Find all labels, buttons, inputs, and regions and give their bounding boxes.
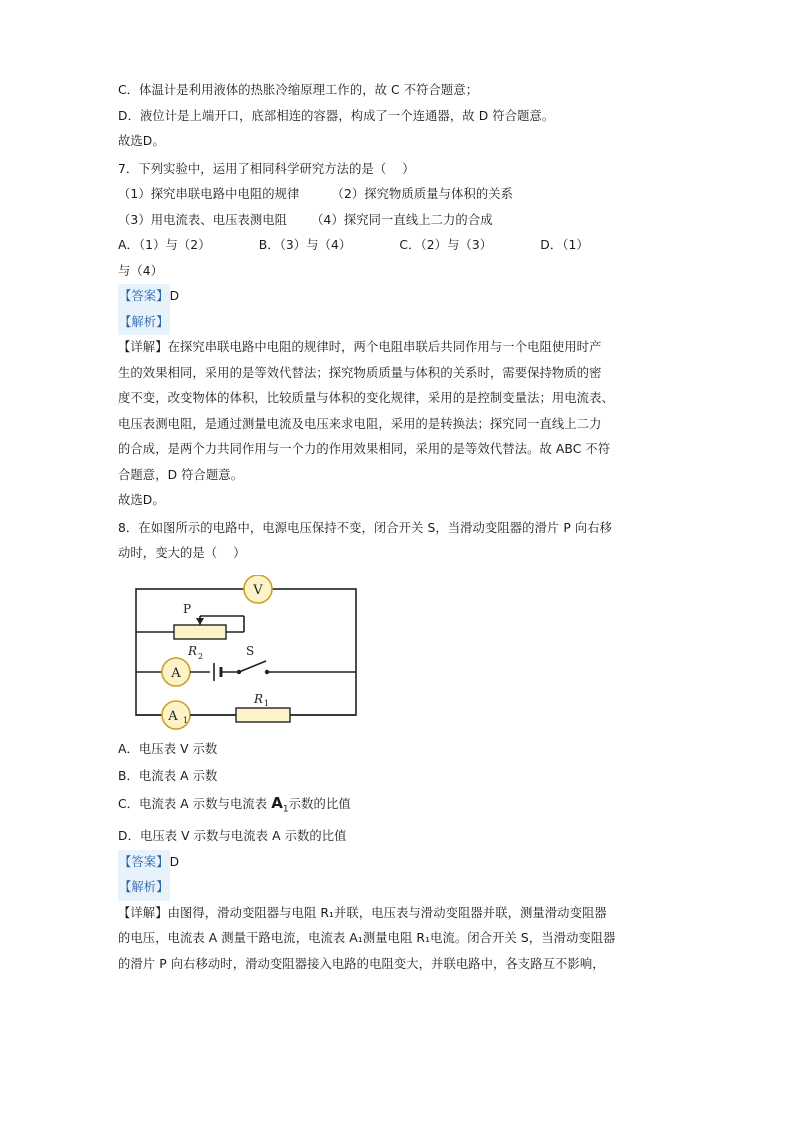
circuit-diagram bbox=[118, 575, 676, 730]
question-7-analysis bbox=[118, 310, 676, 336]
text-line: C．体温计是利用液体的热胀冷缩原理工作的，故 C 不符合题意； bbox=[118, 83, 479, 97]
choice-c-sub: 1 bbox=[282, 803, 289, 814]
question-8-choice-c bbox=[118, 790, 676, 823]
analysis-tag: 【解析】 bbox=[118, 310, 170, 336]
svg-text:V: V bbox=[253, 582, 263, 598]
svg-text:P: P bbox=[183, 601, 192, 616]
question-8-answer bbox=[118, 850, 676, 876]
answer-tag: 【答案】 bbox=[118, 284, 170, 310]
question-7-options: A．（1）与（2） B．（3）与（4） C．（2）与（3） D．（1） bbox=[118, 238, 589, 252]
question-8-analysis bbox=[118, 875, 676, 901]
choice-c-pre: C．电流表 A 示数与电流表 bbox=[118, 796, 272, 811]
text-line: D．液位计是上端开口，底部相连的容器，构成了一个连通器，故 D 符合题意。 bbox=[118, 108, 555, 123]
question-7-detail-line: 的合成，是两个力共同作用与一个力的作用效果相同，采用的是等效代替法。故 ABC 不符 bbox=[118, 442, 611, 456]
question-8-choice-a: A．电压表 V 示数 bbox=[118, 741, 218, 756]
question-7-detail-line: 生的效果相同，采用的是等效代替法；探究物质质量与体积的关系时，需要保持物质的密 bbox=[118, 365, 602, 380]
question-8-stem: 8．在如图所示的电路中，电源电压保持不变，闭合开关 S，当滑动变阻器的滑片 P 向右移 bbox=[118, 520, 613, 535]
svg-text:R: R bbox=[254, 691, 264, 706]
circuit-svg bbox=[126, 575, 426, 730]
choice-c-post: 示数的比值 bbox=[288, 796, 351, 811]
svg-text:A: A bbox=[171, 665, 181, 681]
question-7-options-cont: 与（4） bbox=[118, 263, 164, 278]
analysis-tag: 【解析】 bbox=[118, 875, 170, 901]
question-8-choice-d: D．电压表 V 示数与电流表 A 示数的比值 bbox=[118, 828, 347, 843]
question-8-detail-line: 【详解】由图得，滑动变阻器与电阻 R₁并联，电压表与滑动变阻器并联，测量滑动变阻器 bbox=[118, 905, 607, 920]
svg-text:S: S bbox=[246, 643, 255, 658]
question-7-stem: 7．下列实验中，运用了相同科学研究方法的是（ ） bbox=[118, 161, 415, 176]
answer-tag: 【答案】 bbox=[118, 850, 170, 876]
question-7-item: （3）用电流表、电压表测电阻 （4）探究同一直线上二力的合成 bbox=[118, 212, 493, 227]
answer-value: D bbox=[169, 854, 180, 869]
question-8-choice-b: B．电流表 A 示数 bbox=[118, 768, 218, 783]
question-7-detail-line: 度不变，改变物体的体积，比较质量与体积的变化规律，采用的是控制变量法；用电流表、 bbox=[118, 391, 614, 405]
question-8-stem-cont: 动时，变大的是（ ） bbox=[118, 546, 246, 560]
text-line: 故选D。 bbox=[118, 134, 165, 148]
question-8-detail-line: 的滑片 P 向右移动时，滑动变阻器接入电路的电阻变大，并联电路中，各支路互不影响， bbox=[118, 956, 605, 971]
svg-text:1: 1 bbox=[264, 698, 270, 708]
question-7-detail-line: 故选D。 bbox=[118, 493, 165, 507]
question-8-detail-line: 的电压，电流表 A 测量干路电流，电流表 A₁测量电阻 R₁电流。闭合开关 S，当滑动变阻器 bbox=[118, 931, 616, 946]
question-7-detail-line: 合题意，D 符合题意。 bbox=[118, 467, 244, 482]
ammeter-icon: A bbox=[271, 793, 283, 812]
svg-text:2: 2 bbox=[198, 651, 204, 661]
svg-text:1: 1 bbox=[183, 715, 189, 725]
svg-text:R: R bbox=[188, 643, 198, 658]
question-7-detail-line: 电压表测电阻，是通过测量电流及电压来求电阻，采用的是转换法；探究同一直线上二力 bbox=[118, 416, 602, 431]
answer-value: D bbox=[169, 289, 180, 303]
question-7-item: （1）探究串联电路中电阻的规律 （2）探究物质质量与体积的关系 bbox=[118, 187, 514, 201]
question-7-answer bbox=[118, 284, 676, 310]
svg-text:A: A bbox=[168, 708, 178, 724]
question-7-detail-line: 【详解】在探究串联电路中电阻的规律时，两个电阻串联后共同作用与一个电阻使用时产 bbox=[118, 340, 602, 354]
